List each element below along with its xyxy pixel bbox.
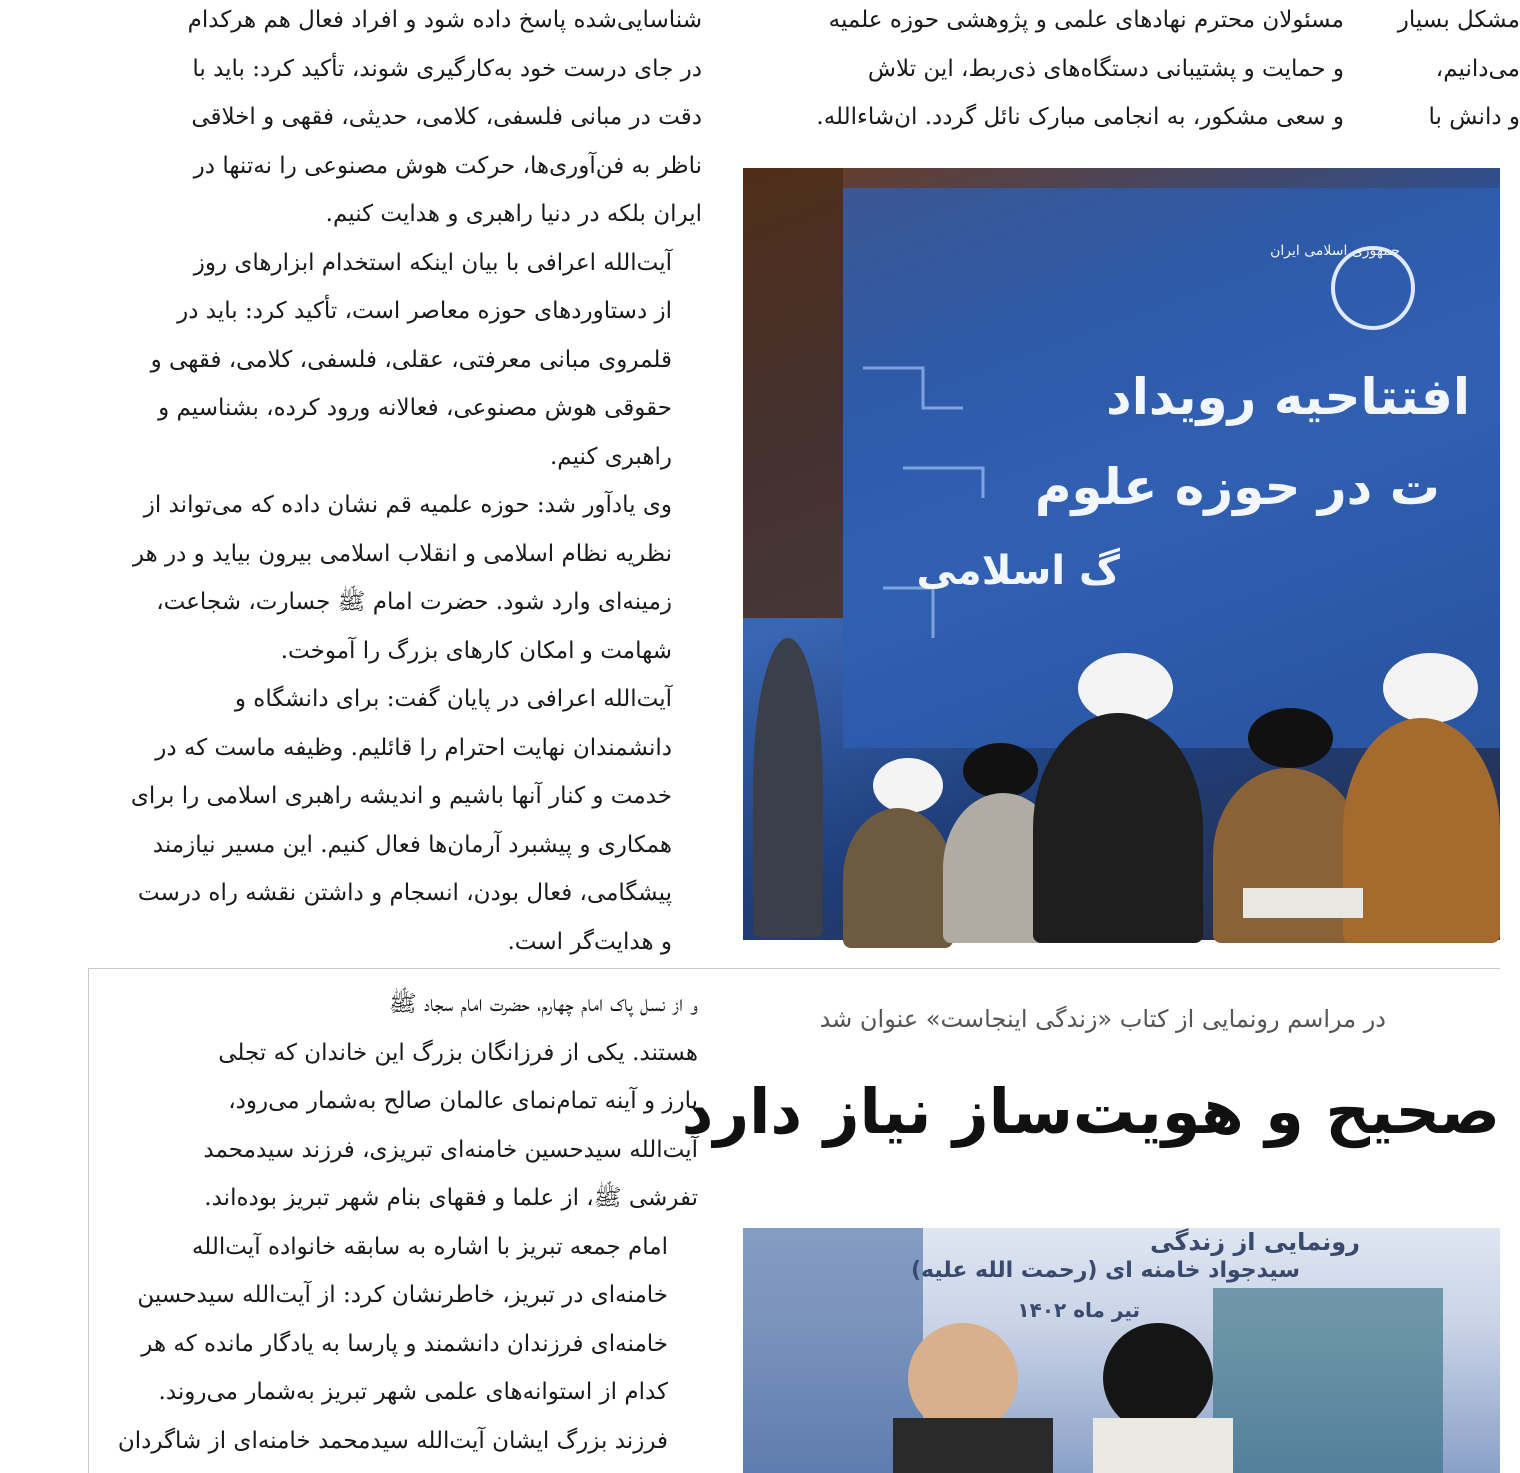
person-robe: [1093, 1418, 1233, 1473]
article1-middle-column: مسئولان محترم نهادهای علمی و پژوهشی حوزه علمیه و حمایت و پشتیبانی دستگاه‌های ذی‌ربط، این تلاش و سعی مشکور، به انجامی مبارک نائل گردد. ان‌شاءالله.: [816, 7, 1344, 130]
paragraph: امام جمعه تبریز با اشاره به سابقه خانواده آیت‌الله خامنه‌ای در تبریز، خاطرنشان کرد: از آیت‌الله سیدحسین خامنه‌ای فرزندان دانشمند و پارسا به یادگار مانده که هر کدام از استوانه‌های علمی شهر تبریز به‌شمار می‌روند. فرزند بزرگ ایشان آیت‌الله سیدمحمد خامنه‌ای از شاگردان: [117, 1233, 668, 1454]
banner-line-3: تیر ماه ۱۴۰۲: [1017, 1298, 1140, 1322]
person-turban: [1103, 1323, 1213, 1433]
person-figure: [753, 638, 823, 938]
article2-left-column: [104, 980, 698, 1465]
paragraph: وی یادآور شد: حوزه علمیه قم نشان داده که می‌تواند از نظریه نظام اسلامی و انقلاب اسلامی بیرون بیاید و در هر زمینه‌ای وارد شود. حضرت امام ﷺ جسارت، شجاعت، شهامت و امکان کارهای بزرگ را آموخت.: [132, 492, 672, 664]
article-kicker: در مراسم رونمایی از کتاب «زندگی اینجاست» عنوان شد: [819, 1005, 1386, 1033]
paragraph: شناسایی‌شده پاسخ داده شود و افراد فعال هم هرکدام در جای درست خود به‌کارگیری شوند، تأکید کرد: باید با دقت در مبانی فلسفی، کلامی، حدیثی، فقهی و اخلاقی ناظر به فن‌آوری‌ها، حرکت هوش مصنوعی را نه‌تنها در ایران بلکه در دنیا راهبری و هدایت کنیم.: [187, 7, 702, 227]
emblem-caption: جمهوری اسلامی ایران: [1270, 243, 1400, 259]
person-turban: [1383, 653, 1478, 723]
person-figure: [1033, 713, 1203, 943]
banner-line-2: ت در حوزه علوم: [1034, 458, 1440, 516]
banner-line-3: گ اسلامی: [916, 548, 1120, 594]
wood-panel: [743, 168, 843, 618]
article1-right-column-clipped: مشکل بسیار می‌دانیم، و دانش با: [1397, 7, 1520, 130]
certificate-plaque: [1243, 888, 1363, 918]
banner-line-2: سیدجواد خامنه ای (رحمت الله علیه): [911, 1258, 1300, 1283]
article1-left-column: [104, 0, 702, 966]
banner-line-1: رونمایی از زندگی: [1150, 1228, 1360, 1256]
person-turban: [963, 743, 1038, 798]
section-divider: [88, 968, 1500, 969]
column-divider: [88, 968, 89, 1473]
person-figure: [1343, 718, 1500, 943]
person-face: [908, 1323, 1018, 1433]
person-figure: [843, 808, 953, 948]
person-turban: [1248, 708, 1333, 768]
banner-line-1: افتتاحیه رویداد: [1106, 368, 1470, 426]
person-turban: [873, 758, 943, 813]
tile-pattern-right: [1213, 1288, 1443, 1473]
ceremony-photo: [743, 168, 1500, 940]
article-headline: صحیح و هویت‌ساز نیاز دارد: [681, 1075, 1500, 1148]
paragraph: آیت‌الله اعرافی در پایان گفت: برای دانشگاه و دانشمندان نهایت احترام را قائلیم. وظیفه ماست که در خدمت و کنار آنها باشیم و اندیشه راهبری اسلامی را برای همکاری و پیشبرد آرمان‌ها فعال کنیم. این مسیر نیازمند پیشگامی، فعال بودن، انسجام و داشتن نقشه راه درست و هدایت‌گر است.: [130, 686, 672, 955]
paragraph: و از نسل پاک امام چهارم، حضرت امام سجاد ﷺ هستند. یکی از فرزانگان بزرگ این خاندان که تجلی بارز و آینه تمام‌نمای عالمان صالح به‌شمار می‌رود، آیت‌الله سیدحسین خامنه‌ای تبریزی، فرزند سیدمحمد تفرشی ﷺ، از علما و فقهای بنام شهر تبریز بوده‌اند.: [203, 991, 698, 1211]
book-launch-photo: [743, 1228, 1500, 1473]
paragraph: آیت‌الله اعرافی با بیان اینکه استخدام ابزارهای روز از دستاوردهای حوزه معاصر است، تأکید کرد: باید در قلمروی مبانی معرفتی، عقلی، فلسفی، کلامی، فقهی و حقوقی هوش مصنوعی، فعالانه ورود کرده، بشناسیم و راهبری کنیم.: [150, 249, 672, 470]
person-suit: [893, 1418, 1053, 1473]
